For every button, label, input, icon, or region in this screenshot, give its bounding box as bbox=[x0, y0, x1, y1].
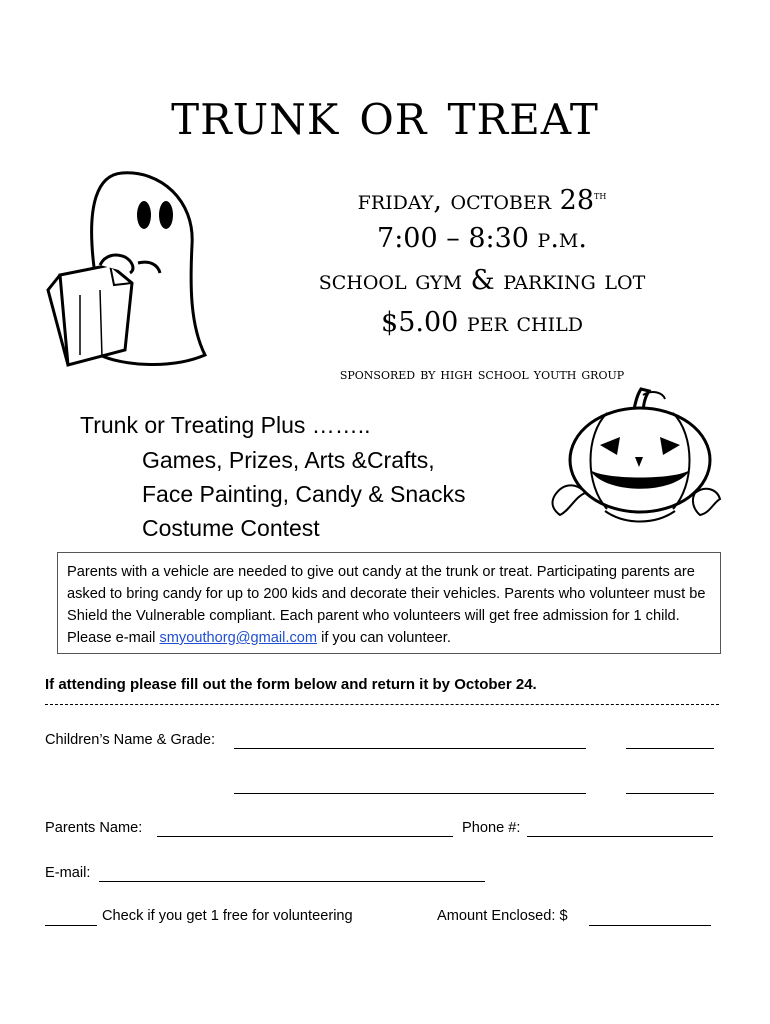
event-date: friday, october 28th bbox=[357, 185, 607, 216]
page-title: trunk or treat bbox=[171, 79, 599, 149]
volunteer-check-field[interactable] bbox=[45, 925, 97, 926]
pumpkin-icon bbox=[545, 385, 725, 535]
event-time: 7:00 – 8:30 p.m. bbox=[377, 223, 587, 254]
phone-field[interactable] bbox=[527, 836, 713, 837]
sponsor-line: sponsored by high school youth group bbox=[339, 364, 625, 383]
email-link[interactable]: smyouthorg@gmail.com bbox=[159, 630, 318, 646]
parents-name-field[interactable] bbox=[157, 836, 453, 837]
ghost-icon bbox=[40, 165, 220, 375]
children-name-field-2[interactable] bbox=[234, 793, 586, 794]
email-field[interactable] bbox=[99, 881, 485, 882]
children-name-field[interactable] bbox=[234, 748, 586, 749]
children-grade-field-2[interactable] bbox=[626, 793, 714, 794]
children-label: Children’s Name & Grade: bbox=[45, 732, 216, 748]
amount-field[interactable] bbox=[589, 925, 711, 926]
event-location: school gym & parking lot bbox=[318, 265, 646, 296]
volunteer-label: Check if you get 1 free for volunteering bbox=[102, 908, 353, 924]
activity-item: Games, Prizes, Arts &Crafts, bbox=[142, 447, 435, 473]
amount-label: Amount Enclosed: $ bbox=[437, 908, 568, 924]
form-instruction: If attending please fill out the form below and return it by October 24. bbox=[45, 676, 537, 693]
activities-intro: Trunk or Treating Plus …….. bbox=[80, 412, 371, 438]
event-price: $5.00 per child bbox=[381, 307, 583, 338]
parents-label: Parents Name: bbox=[45, 820, 143, 836]
activity-item: Costume Contest bbox=[142, 515, 320, 541]
email-label: E-mail: bbox=[45, 865, 91, 881]
children-grade-field[interactable] bbox=[626, 748, 714, 749]
volunteer-notice: Parents with a vehicle are needed to give out candy at the trunk or treat. Participating parents are asked to bring candy for up to 200 kids and decorate their vehicles. Parents who volunteer must be Shield the Vulnerable compliant. Each parent who volunteers will get free admission for 1 child. Please e-mail smyouthorg@gmail.com if you can volunteer. bbox=[57, 552, 721, 654]
phone-label: Phone #: bbox=[462, 820, 521, 836]
activity-item: Face Painting, Candy & Snacks bbox=[142, 481, 466, 507]
divider bbox=[45, 704, 719, 705]
